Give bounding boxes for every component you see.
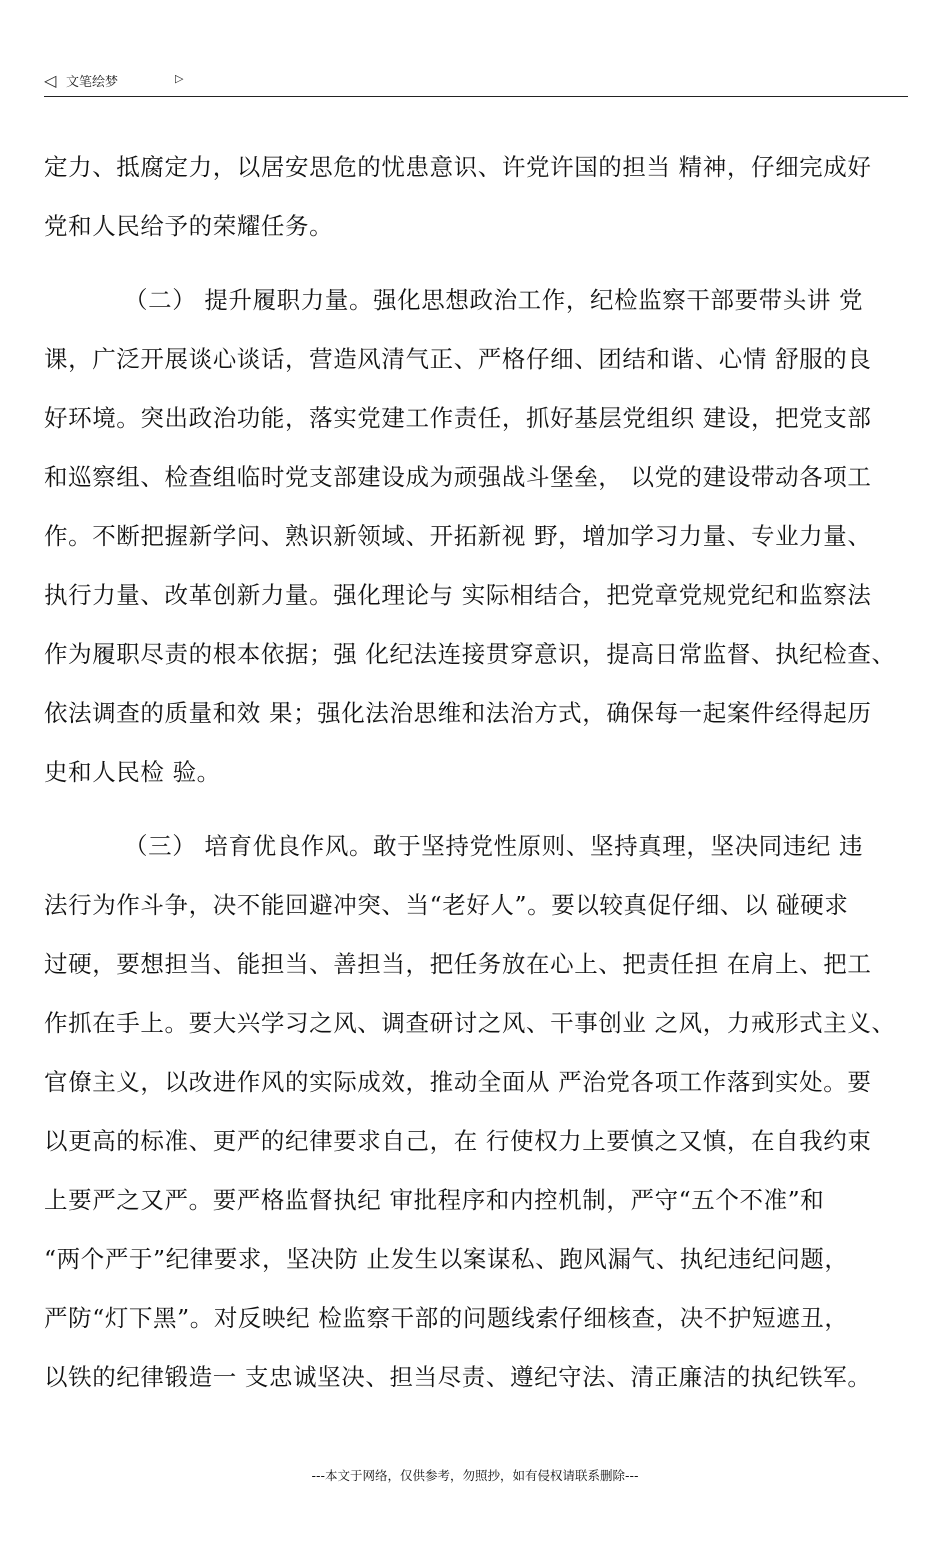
text-line: 作抓在手上。要大兴学习之风、调查研讨之风、干事创业 之风，力戒形式主义、 bbox=[44, 1009, 896, 1037]
text-line: 以铁的纪律锻造一 支忠诚坚决、担当尽责、遵纪守法、清正廉洁的执纪铁军。 bbox=[44, 1363, 872, 1391]
text-line: “两个严于”纪律要求，坚决防 止发生以案谋私、跑风漏气、执纪违纪问题， bbox=[44, 1245, 849, 1273]
text-line: 作为履职尽责的根本依据；强 化纪法连接贯穿意识，提高日常监督、执纪检查、 bbox=[44, 640, 896, 668]
text-line: 课，广泛开展谈心谈话，营造风清气正、严格仔细、团结和谐、心情 舒服的良 bbox=[44, 345, 872, 373]
text-line: 严防“灯下黑”。对反映纪 检监察干部的问题线索仔细核查，决不护短遮丑， bbox=[44, 1304, 849, 1332]
text-line: （二） 提升履职力量。强化思想政治工作，纪检监察干部要带头讲 党 bbox=[124, 286, 864, 314]
paragraph-3 bbox=[44, 817, 910, 1407]
paragraph-2 bbox=[44, 271, 910, 802]
triangle-right-icon: ▷ bbox=[175, 72, 184, 85]
text-line: 史和人民检 验。 bbox=[44, 758, 221, 786]
text-line: 过硬，要想担当、能担当、善担当，把任务放在心上、把责任担 在肩上、把工 bbox=[44, 950, 872, 978]
text-line: 法行为作斗争，决不能回避冲突、当“老好人”。要以较真促仔细、以 碰硬求 bbox=[44, 891, 849, 919]
triangle-left-icon: ◁ bbox=[44, 71, 57, 90]
text-line: 依法调查的质量和效 果；强化法治思维和法治方式，确保每一起案件经得起历 bbox=[44, 699, 872, 727]
header-brand: 文笔绘梦 bbox=[66, 75, 119, 90]
document-body bbox=[44, 138, 910, 1407]
text-line: （三） 培育优良作风。敢于坚持党性原则、坚持真理，坚决同违纪 违 bbox=[124, 832, 864, 860]
text-line: 定力、抵腐定力，以居安思危的忧患意识、许党许国的担当 精神，仔细完成好 bbox=[44, 153, 872, 181]
text-line: 党和人民给予的荣耀任务。 bbox=[44, 212, 334, 240]
paragraph-1 bbox=[44, 138, 910, 256]
text-line: 官僚主义，以改进作风的实际成效，推动全面从 严治党各项工作落到实处。要 bbox=[44, 1068, 872, 1096]
text-line: 好环境。突出政治功能，落实党建工作责任，抓好基层党组织 建设，把党支部 bbox=[44, 404, 872, 432]
footer-notice: ---本文于网络，仅供参考，勿照抄，如有侵权请联系删除--- bbox=[311, 1468, 639, 1483]
text-line: 执行力量、改革创新力量。强化理论与 实际相结合，把党章党规党纪和监察法 bbox=[44, 581, 872, 609]
text-line: 以更高的标准、更严的纪律要求自己，在 行使权力上要慎之又慎，在自我约束 bbox=[44, 1127, 872, 1155]
text-line: 作。不断把握新学问、熟识新领域、开拓新视 野，增加学习力量、专业力量、 bbox=[44, 522, 872, 550]
page-header bbox=[44, 70, 908, 97]
text-line: 上要严之又严。要严格监督执纪 审批程序和内控机制，严守“五个不准”和 bbox=[44, 1186, 825, 1214]
text-line: 和巡察组、检查组临时党支部建设成为顽强战斗堡垒， 以党的建设带动各项工 bbox=[44, 463, 872, 491]
